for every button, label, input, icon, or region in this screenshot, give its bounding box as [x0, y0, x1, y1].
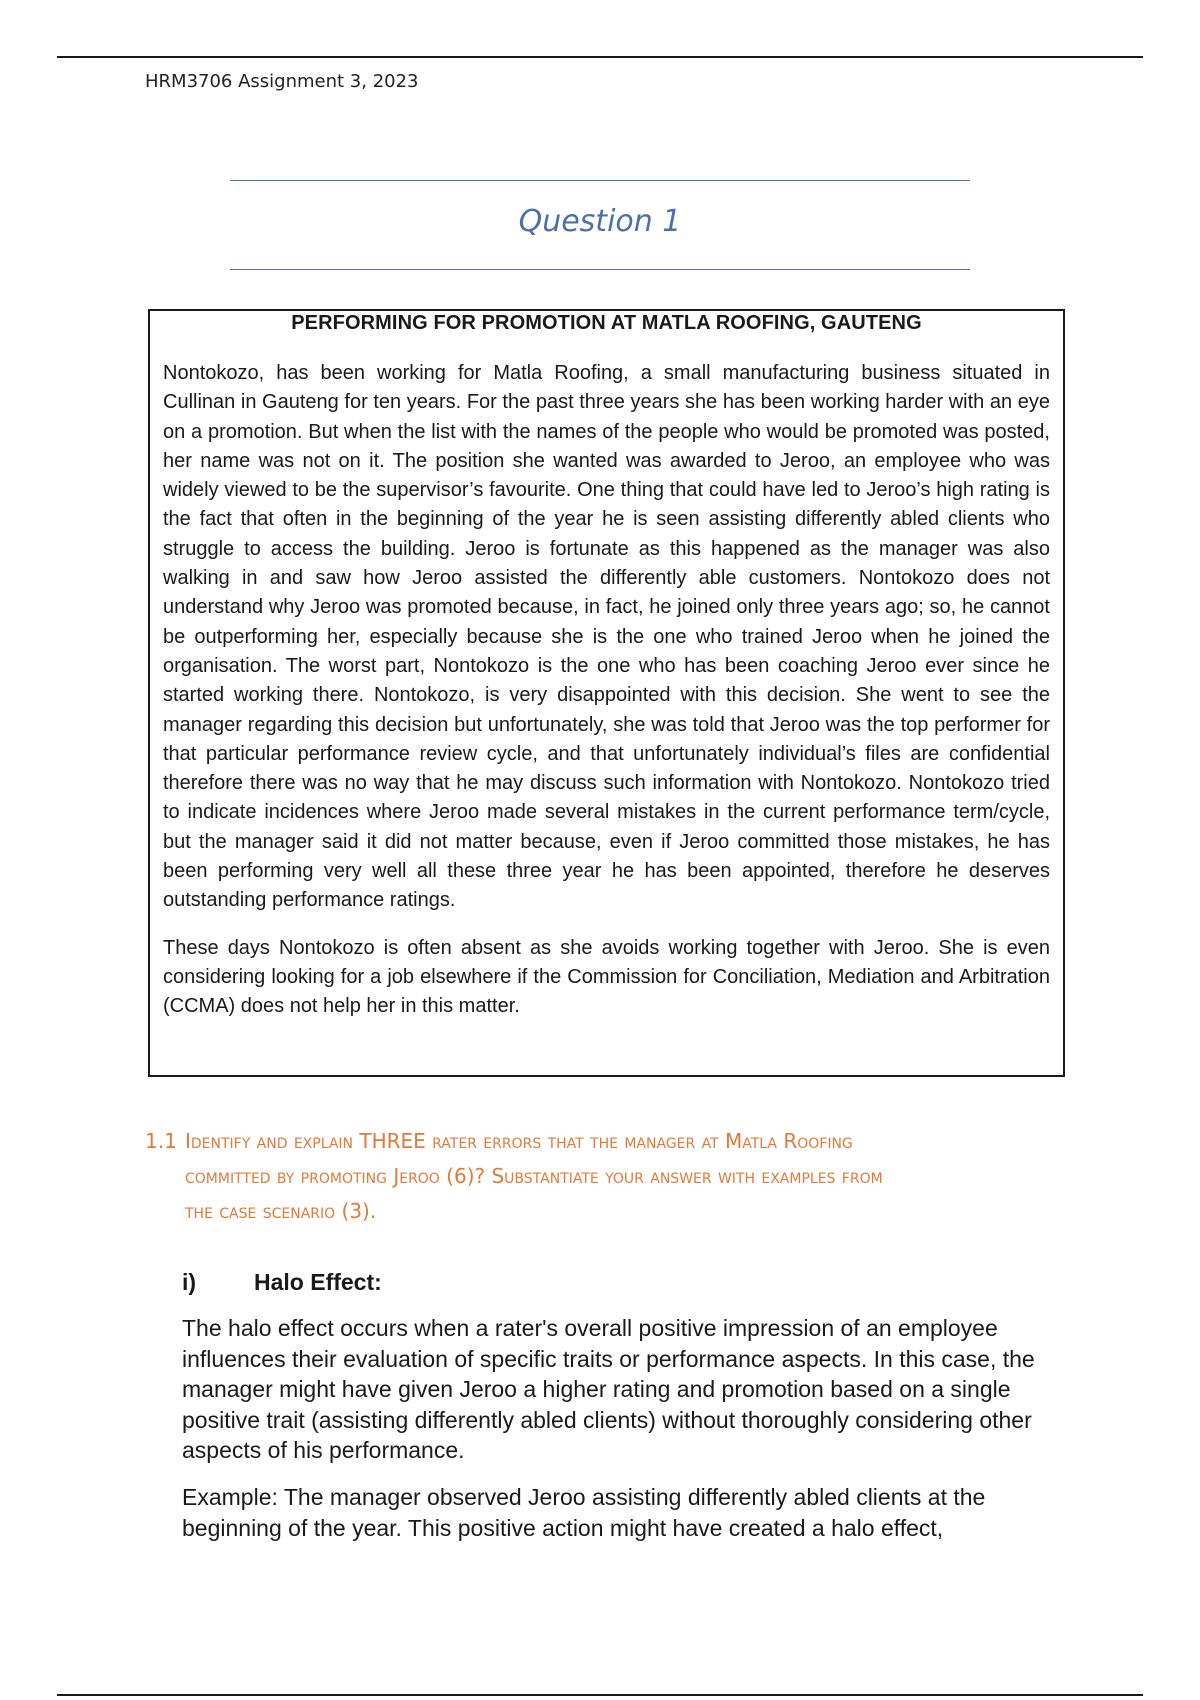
question-text-line2: committed by promoting Jeroo (6)? Substantiate your answer with examples from: [185, 1164, 883, 1188]
answer-paragraph-example: Example: The manager observed Jeroo assisting differently abled clients at the beginning of the year. This positive action might have created a halo effect,: [182, 1484, 986, 1541]
question-text-line3: the case scenario (3).: [185, 1199, 377, 1223]
case-heading: PERFORMING FOR PROMOTION AT MATLA ROOFING, GAUTENG: [291, 312, 922, 334]
question-title-block: [230, 180, 970, 272]
footer-rule: [57, 1694, 1143, 1696]
question-number: 1.1: [145, 1129, 177, 1153]
title-top-rule: [230, 180, 970, 181]
header-rule: [57, 56, 1143, 58]
case-paragraph: These days Nontokozo is often absent as she avoids working together with Jeroo. She is even considering looking for a job elsewhere if the Commission for Conciliation, Mediation and Arbitration (CCMA) does not help her in this matter.: [163, 936, 1050, 1018]
question-1-1-line1: [145, 1124, 1065, 1159]
question-1-1: [145, 1124, 1065, 1229]
answer-paragraph-definition: The halo effect occurs when a rater's overall positive impression of an employee influences their evaluation of specific traits or performance aspects. In this case, the manager might have given Jeroo a higher rating and promotion based on a single positive trait (assisting differently abled clients) without thoroughly considering other aspects of his performance.: [182, 1315, 1035, 1463]
case-study-box: [148, 309, 1065, 1077]
question-text-line1: Identify and explain THREE rater errors that the manager at Matla Roofing: [185, 1129, 853, 1153]
case-paragraph: Nontokozo, has been working for Matla Roofing, a small manufacturing business situated in Cullinan in Gauteng for ten years. For the past three years she has been working harder with an eye on a promotion. But when the list with the names of the people who would be promoted was posted, her name was not on it. The position she wanted was awarded to Jeroo, an employee who was widely viewed to be the supervisor’s favourite. One thing that could have led to Jeroo’s high rating is the fact that often in the beginning of the year he is seen assisting differently abled clients who struggle to access the building. Jeroo is fortunate as this happened as the manager was also walking in and saw how Jeroo assisted the differently able customers. Nontokozo does not understand why Jeroo was promoted because, in fact, he joined only three years ago; so, he cannot be outperforming her, especially because she is the one who trained Jeroo when he joined the organisation. The worst part, Nontokozo is the one who has been coaching Jeroo ever since he started working there. Nontokozo, is very disappointed with this decision. She went to see the manager regarding this decision but unfortunately, she was told that Jeroo was the top performer for that particular performance review cycle, and that unfortunately individual’s files are confidential therefore there was no way that he may discuss such information with Nontokozo. Nontokozo tried to indicate incidences where Jeroo made several mistakes in the current performance term/cycle, but the manager said it did not matter because, even if Jeroo committed those mistakes, he has been performing very well all these three year he has been appointed, therefore he deserves outstanding performance ratings.: [163, 362, 1050, 912]
item-title: Halo Effect:: [254, 1269, 382, 1295]
halo-effect-heading: [182, 1269, 382, 1296]
question-title: Question 1: [518, 204, 682, 239]
running-header: HRM3706 Assignment 3, 2023: [145, 71, 419, 92]
item-number: i): [182, 1269, 197, 1295]
title-bottom-rule: [230, 269, 970, 270]
